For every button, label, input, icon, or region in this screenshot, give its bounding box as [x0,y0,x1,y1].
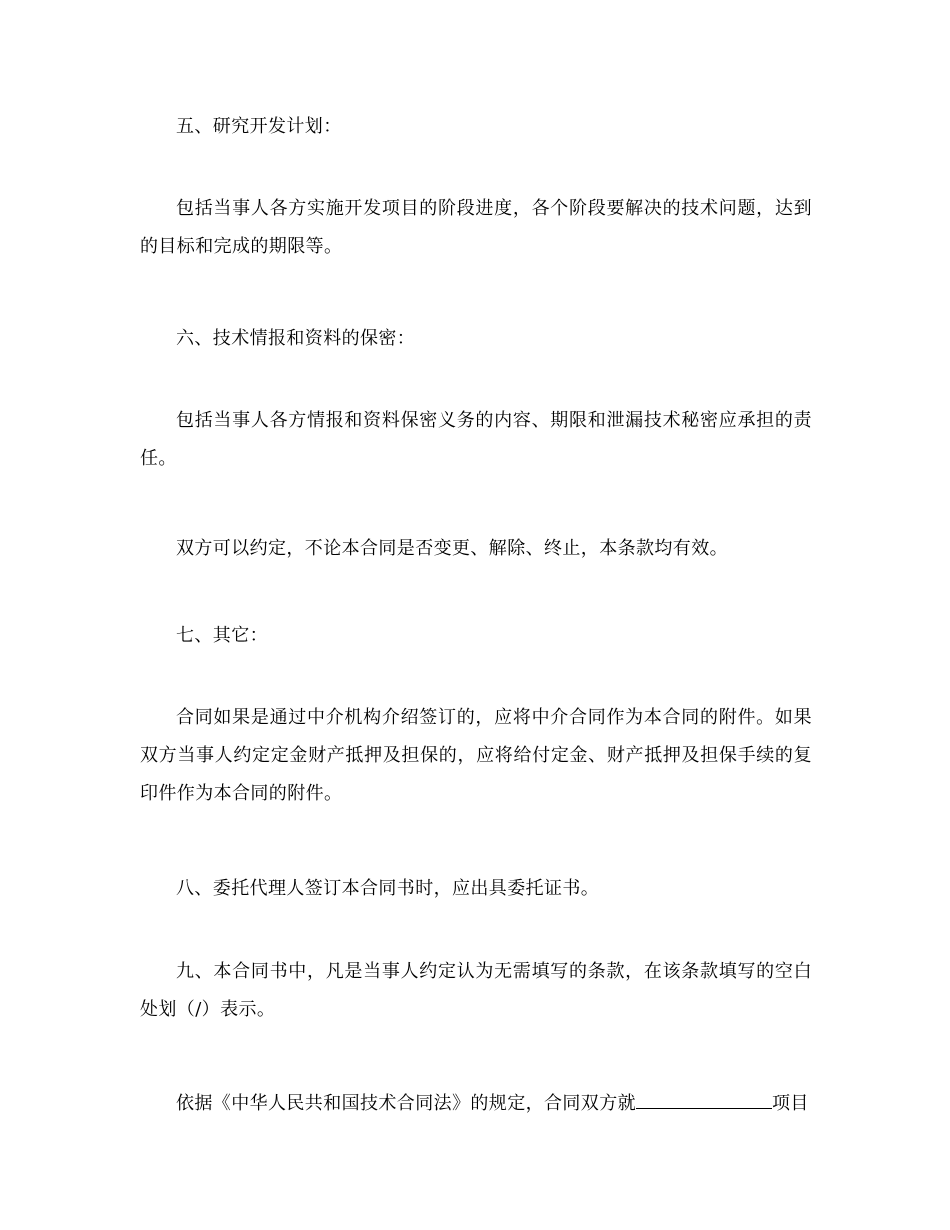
project-name-blank[interactable] [636,1088,772,1109]
section-7-heading: 七、其它： [176,625,268,646]
section-6-note: 双方可以约定，不论本合同是否变更、解除、终止，本条款均有效。 [176,538,728,559]
section-9-text: 九、本合同书中，凡是当事人约定认为无需填写的条款，在该条款填写的空白处划（/）表示。 [140,961,812,1020]
section-5-heading: 五、研究开发计划： [176,116,342,137]
section-8-text: 八、委托代理人签订本合同书时，应出具委托证书。 [176,878,600,899]
section-6-body: 包括当事人各方情报和资料保密义务的内容、期限和泄漏技术秘密应承担的责任。 [140,410,812,469]
section-5-body: 包括当事人各方实施开发项目的阶段进度，各个阶段要解决的技术问题，达到的目标和完成的期限等。 [140,198,812,257]
final-paragraph-after: 项目 [772,1093,809,1114]
final-paragraph-before: 依据《中华人民共和国技术合同法》的规定，合同双方就 [176,1093,636,1114]
section-7-body: 合同如果是通过中介机构介绍签订的，应将中介合同作为本合同的附件。如果双方当事人约定定金财产抵押及担保的，应将给付定金、财产抵押及担保手续的复印件作为本合同的附件。 [140,707,812,804]
section-6-heading: 六、技术情报和资料的保密： [176,328,416,349]
final-paragraph [140,1085,812,1123]
